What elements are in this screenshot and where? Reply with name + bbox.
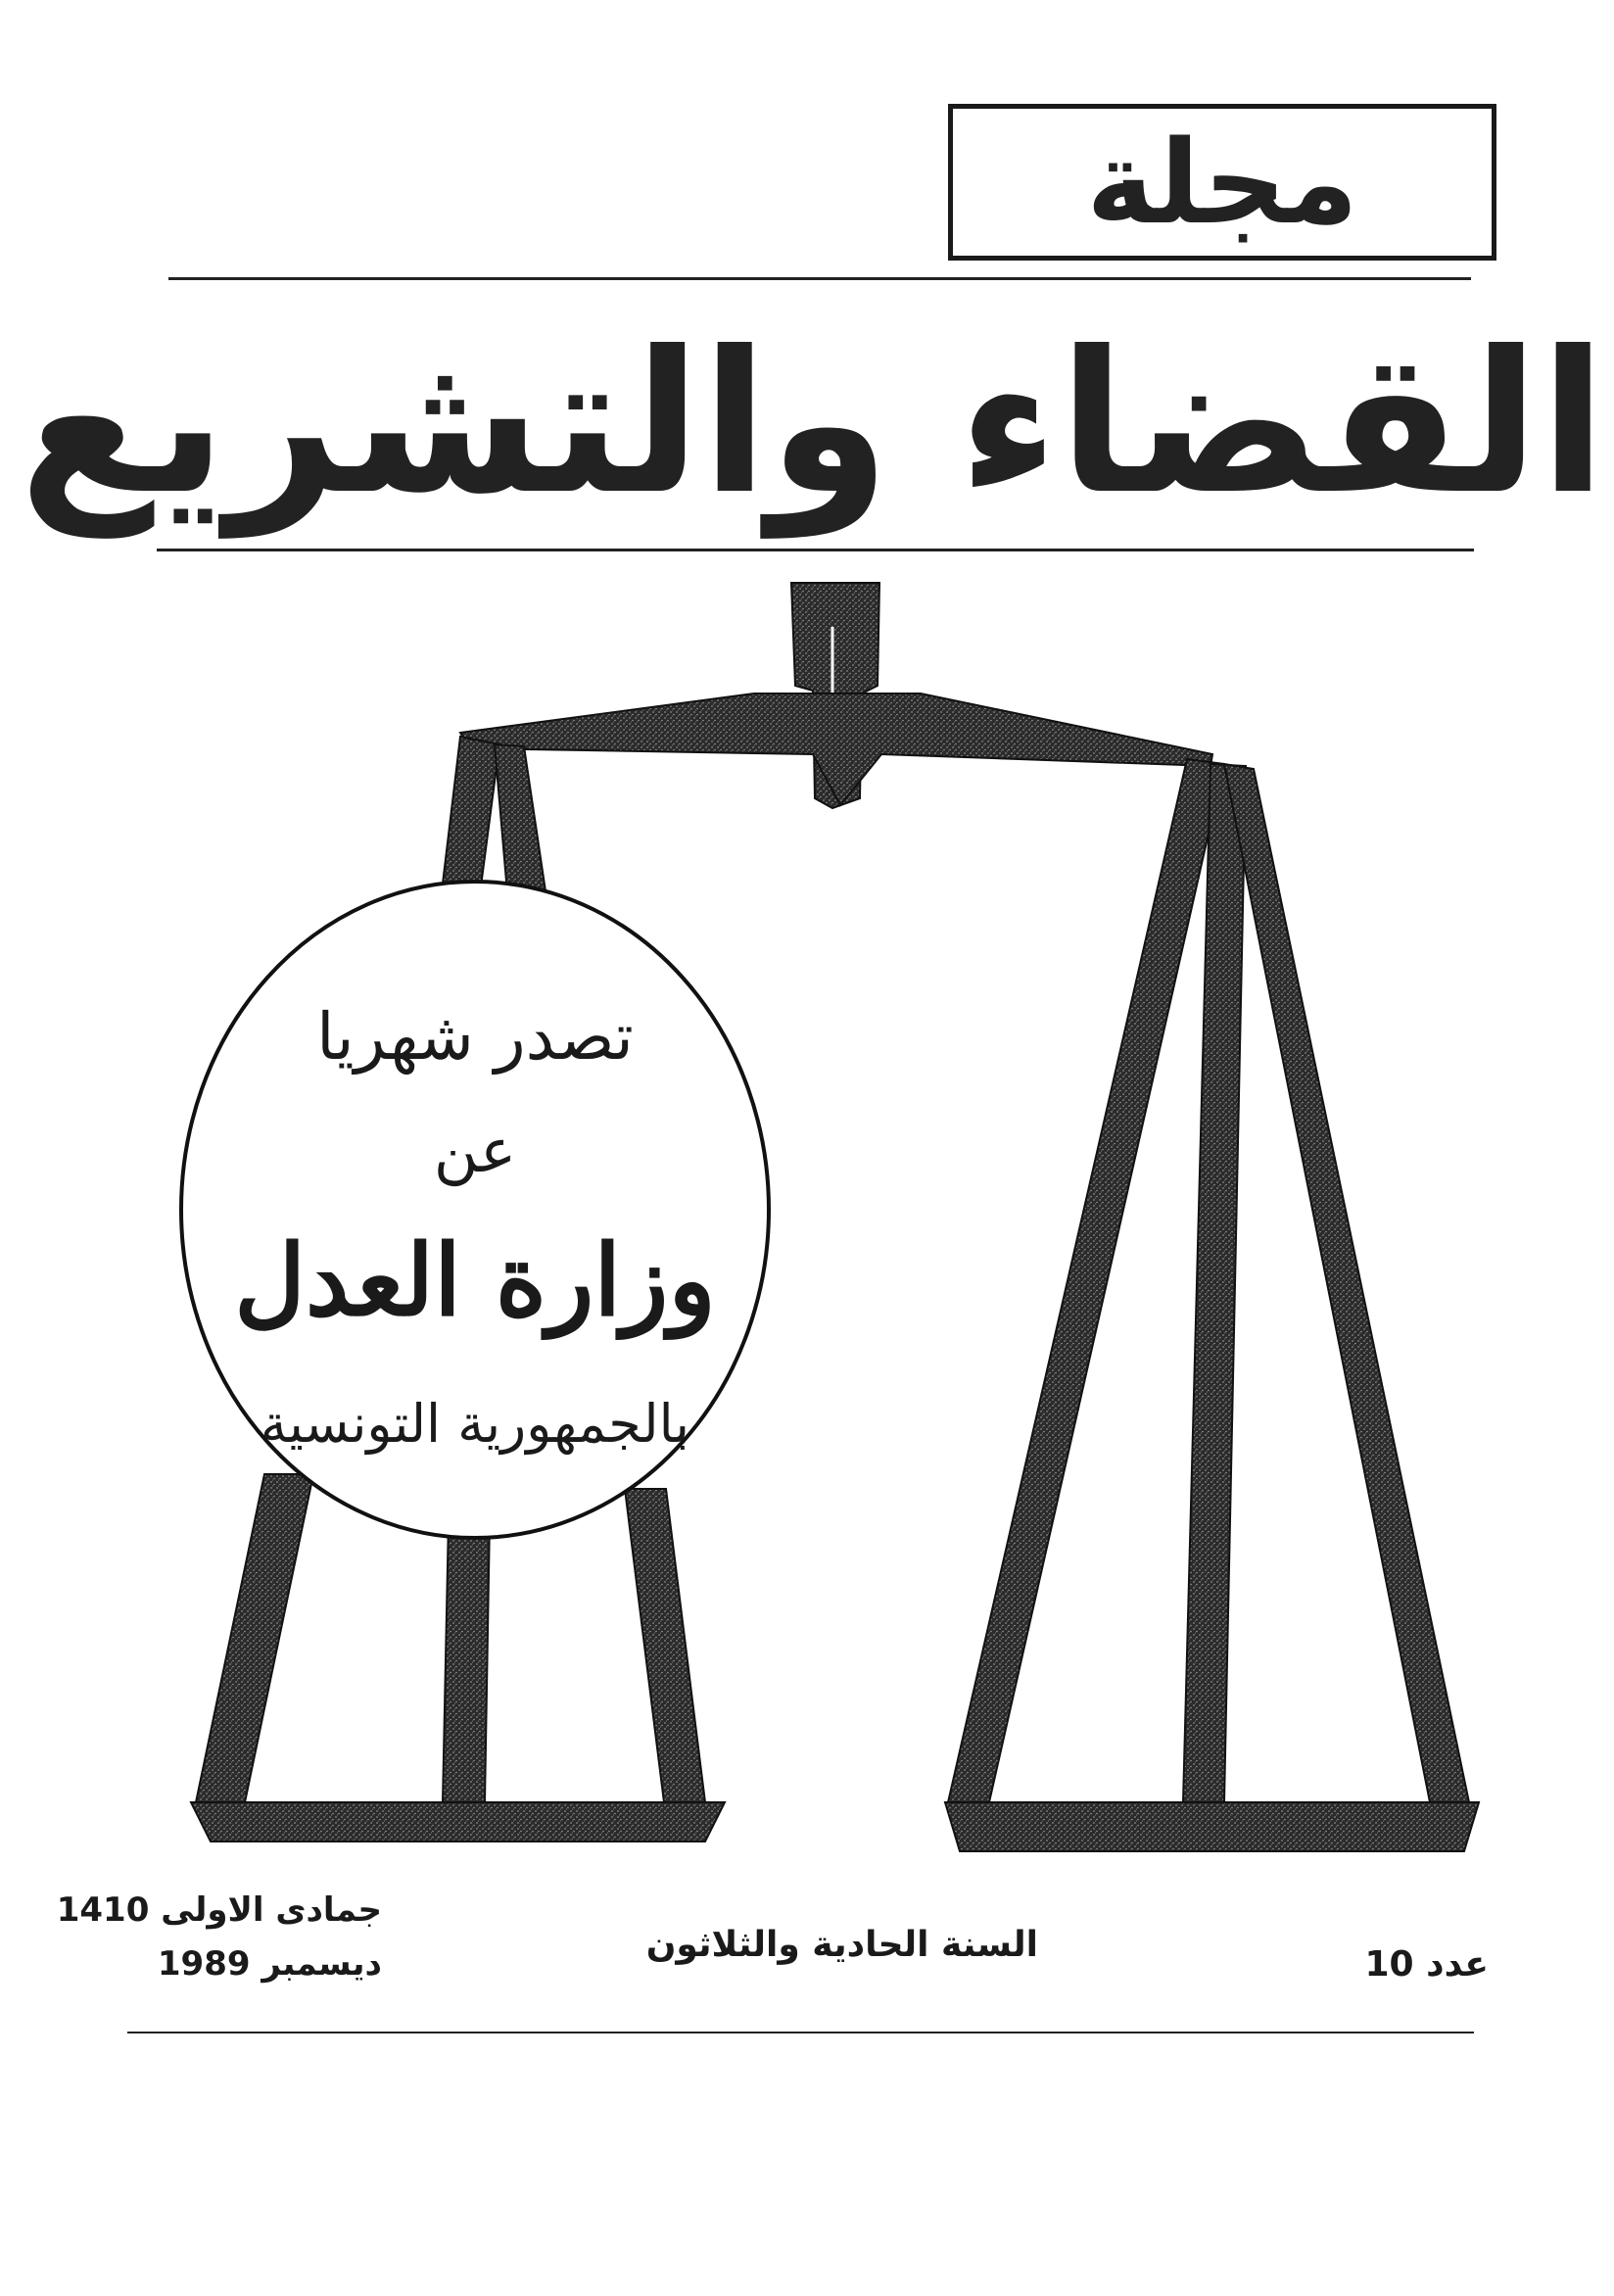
right-arm-b bbox=[1183, 764, 1246, 1802]
left-pan-base bbox=[191, 1802, 725, 1842]
hijri-date: جمادى الاولى 1410 bbox=[56, 1890, 382, 1930]
left-lower-leg-c bbox=[625, 1489, 705, 1802]
year-label: السنة الحادية والثلاثون bbox=[645, 1925, 1038, 1965]
right-pan-base bbox=[945, 1802, 1479, 1851]
left-lower-leg-a bbox=[196, 1474, 313, 1802]
magazine-label: مجلة bbox=[1086, 115, 1358, 250]
right-arm-c bbox=[1224, 764, 1469, 1802]
scale-beam bbox=[460, 694, 1212, 805]
left-lower-leg-b bbox=[443, 1518, 490, 1802]
medallion-line-4: بالجمهورية التونسية bbox=[260, 1393, 690, 1455]
right-arm-a bbox=[948, 759, 1224, 1802]
medallion-line-3: وزارة العدل bbox=[234, 1222, 716, 1338]
footer-rule bbox=[127, 2032, 1474, 2033]
magazine-title: القضاء والتشريع bbox=[19, 310, 1607, 538]
medallion-line-1: تصدر شهريا bbox=[316, 999, 634, 1075]
issue-number: عدد 10 bbox=[1364, 1944, 1489, 1985]
gregorian-date: ديسمبر 1989 bbox=[157, 1944, 382, 1984]
medallion-line-2: عن bbox=[433, 1115, 517, 1186]
